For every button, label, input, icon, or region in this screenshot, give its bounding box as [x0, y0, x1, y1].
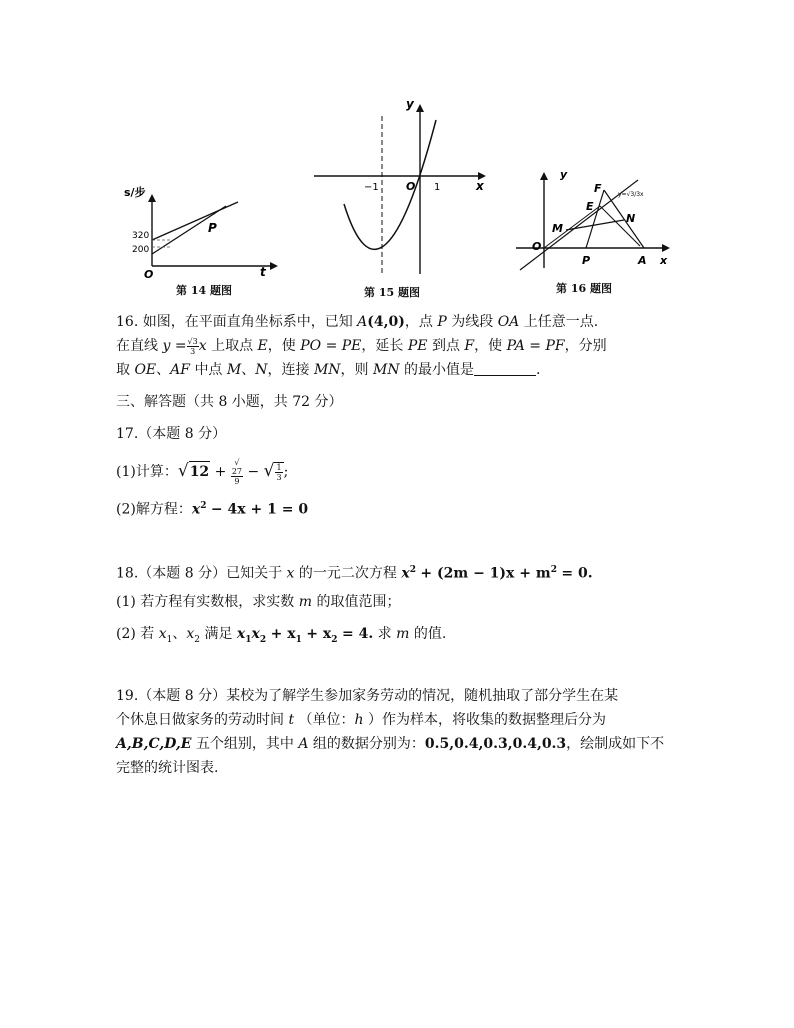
fig15-y-label: y [406, 97, 414, 111]
q18-sub: 2 [331, 634, 338, 645]
q17-frac2-num: 1 [276, 463, 282, 472]
fig16-label-m: M [552, 222, 563, 235]
q18-var-m: m [298, 594, 313, 610]
q18-text: 的值. [413, 626, 447, 642]
q16-text: 、 [156, 362, 171, 378]
figure-15 [312, 96, 488, 276]
q16-eq-pa-pf: PA = PF [506, 338, 565, 354]
q16-text: ，分别 [564, 338, 607, 354]
q18-sub: 1 [166, 634, 173, 645]
figure-14 [120, 182, 280, 282]
q16-line-2 [116, 336, 607, 356]
q18-var-x: x [286, 565, 295, 582]
q16-text: ，则 [340, 362, 369, 378]
fig14-y-label: s/步 [124, 186, 146, 199]
q17-fraction-1: √ 27 9 [231, 458, 242, 486]
figure-15-caption: 第 15 题图 [364, 286, 420, 299]
fig14-y-arrow [148, 194, 156, 202]
q16-text: . [536, 362, 541, 378]
fig16-x-arrow [662, 244, 670, 252]
q16-text: ，连接 [267, 362, 310, 378]
fig16-segment-fa [604, 190, 644, 248]
fig16-line-label: y=√3/3x [618, 191, 644, 198]
figure-16 [514, 168, 676, 270]
q17-fraction-2 [274, 462, 283, 482]
fig14-x-label: t [260, 265, 266, 279]
q18-eq: = 4. [341, 626, 374, 642]
q16-point-p: P [437, 314, 447, 330]
q16-coord: (4,0) [367, 314, 405, 330]
q16-var-x: x [198, 338, 207, 354]
q18-sub: 1 [295, 634, 302, 645]
q18-eq: x [251, 626, 260, 642]
figure-14-caption: 第 14 题图 [176, 284, 232, 297]
q18-eq: + (2m − 1)x + m [420, 565, 551, 582]
q18-eq: x [236, 626, 246, 642]
q18-sub: 2 [259, 634, 267, 645]
q16-line-3 [116, 360, 540, 380]
q16-text: 的最小值是 [404, 362, 475, 378]
q19-text: ，绘制成如下不 [566, 736, 665, 752]
fig16-label-e: E [586, 200, 594, 213]
fig16-label-n: N [626, 212, 636, 225]
q19-text: 组的数据分别为： [312, 736, 425, 752]
q16-text: 为线段 [451, 314, 494, 330]
fig14-tick-200: 200 [132, 245, 150, 255]
q18-text: 、 [172, 626, 187, 642]
q17-frac2-den: 3 [276, 473, 282, 482]
q16-answer-blank[interactable] [474, 363, 536, 376]
q19-text: 个休息日做家务的劳动时间 [116, 712, 284, 728]
q16-eq-po-pe: PO = PE [300, 338, 362, 354]
fig15-x-label: x [476, 179, 484, 193]
q16-text: 取 [116, 362, 130, 378]
q18-eq: = 0. [561, 565, 593, 582]
q19-line-4: 完整的统计图表. [116, 760, 219, 776]
fig16-origin: O [532, 240, 542, 253]
fig14-tick-320: 320 [132, 231, 150, 241]
fig16-segment-pf [586, 190, 604, 248]
q18-part-2 [116, 624, 446, 650]
q18-text: 18.（本题 8 分）已知关于 [116, 565, 283, 582]
q16-text: 在直线 [116, 338, 158, 354]
q16-point-e: E [257, 338, 268, 354]
q16-segment-mn-2: MN [372, 362, 400, 378]
q16-frac-num: √3 [187, 336, 198, 346]
fig15-parabola [344, 120, 436, 249]
figure-15-graph [312, 96, 488, 276]
fig16-y-arrow [540, 172, 548, 180]
q16-point-a: A [357, 314, 368, 330]
figure-14-graph [120, 182, 280, 282]
q16-text: ，点 [404, 314, 433, 330]
q16-text: 上取点 [211, 338, 254, 354]
q16-segment-af: AF [170, 362, 190, 378]
q17-frac1-den: 9 [234, 477, 240, 486]
q16-segment-oa: OA [497, 314, 520, 330]
fig16-x-label: x [660, 254, 668, 267]
q18-header [116, 560, 593, 584]
fig15-tick-1: 1 [434, 182, 441, 193]
q16-frac-den: 3 [190, 346, 196, 356]
q16-segment-pe: PE [407, 338, 428, 354]
q16-text: ，延长 [361, 338, 404, 354]
q17-header: 17.（本题 8 分） [116, 426, 227, 442]
q17-op: + [214, 464, 227, 480]
q16-line-1 [116, 312, 598, 332]
q17-frac1-num: 27 [231, 467, 242, 476]
q18-text: 求 [377, 626, 392, 642]
q17-op: − [247, 464, 260, 480]
q18-eq-sup: 2 [550, 565, 557, 575]
q19-groups: A,B,C,D,E [116, 736, 192, 752]
q19-unit-h: h [354, 712, 364, 728]
fig15-origin: O [406, 180, 416, 193]
fig14-origin: O [144, 268, 154, 281]
q16-text: 中点 [194, 362, 223, 378]
q17-part-2 [116, 496, 308, 520]
q17-sqrt12: 12 [189, 461, 210, 482]
fig14-line-b [152, 202, 238, 240]
q17-part-1 [116, 458, 288, 486]
fig16-label-f: F [594, 182, 602, 195]
fig14-point-p: P [208, 221, 217, 235]
q19-group-a: A [298, 736, 309, 752]
sqrt-sign: √ [263, 461, 275, 481]
q19-text: ）作为样本，将收集的数据整理后分为 [368, 712, 607, 728]
q16-text: 、 [241, 362, 256, 378]
q16-text: ，使 [267, 338, 296, 354]
fig16-label-p: P [582, 254, 591, 267]
q18-text: 满足 [204, 626, 233, 642]
fig16-label-a: A [638, 254, 647, 267]
q17-text: ; [283, 464, 289, 480]
figure-16-graph [514, 168, 676, 270]
fig15-tick-neg1: −1 [364, 182, 379, 193]
q17-eq: x [191, 501, 201, 518]
q18-part-1 [116, 592, 400, 612]
q18-text: 的取值范围； [316, 594, 401, 610]
q17-p2-label: (2)解方程： [116, 501, 192, 518]
q18-var-m: m [396, 626, 410, 642]
q18-text: (1) 若方程有实数根，求实数 [116, 594, 295, 610]
q16-text: 到点 [431, 338, 460, 354]
q18-text: 的一元二次方程 [298, 565, 397, 582]
q17-eq-rest: − 4x + 1 = 0 [210, 501, 309, 518]
sqrt-sign: √ [177, 461, 189, 481]
q19-text: （单位： [298, 712, 355, 728]
q19-var-t: t [288, 712, 295, 728]
q18-var: x [186, 626, 195, 642]
q18-eq: x [401, 565, 410, 582]
q16-line-eq: y = [162, 338, 187, 354]
fig16-y-label: y [560, 168, 568, 181]
q16-number: 16. [116, 314, 139, 330]
q18-var: x [158, 626, 167, 642]
q16-text: 上任意一点. [523, 314, 599, 330]
q19-line-3 [116, 734, 664, 754]
q18-eq-sup: 2 [409, 565, 416, 575]
q17-eq-sup: 2 [200, 501, 207, 511]
q19-line-2 [116, 710, 606, 730]
q18-eq: + x [270, 626, 296, 642]
q19-line-1: 19.（本题 8 分）某校为了解学生参加家务劳动的情况，随机抽取了部分学生在某 [116, 688, 619, 704]
q16-point-n: N [255, 362, 268, 378]
fig15-y-arrow [416, 104, 424, 112]
q16-point-m: M [226, 362, 242, 378]
q16-text: 如图，在平面直角坐标系中，已知 [142, 314, 353, 330]
q18-eq: + x [306, 626, 332, 642]
q18-sub: 2 [194, 634, 201, 645]
section-3-heading: 三、解答题（共 8 小题，共 72 分） [116, 394, 343, 410]
q16-point-f: F [464, 338, 475, 354]
figure-16-caption: 第 16 题图 [556, 282, 612, 295]
q18-sub: 1 [245, 634, 252, 645]
q17-p1-label: (1)计算： [116, 464, 178, 480]
q16-segment-mn: MN [313, 362, 341, 378]
q18-text: (2) 若 [116, 626, 155, 642]
q16-segment-oe: OE [134, 362, 157, 378]
q19-text: 五个组别，其中 [195, 736, 294, 752]
q19-data: 0.5,0.4,0.3,0.4,0.3 [424, 736, 567, 752]
q16-text: ，使 [474, 338, 503, 354]
q16-fraction [187, 337, 199, 356]
fig14-x-arrow [270, 262, 278, 270]
